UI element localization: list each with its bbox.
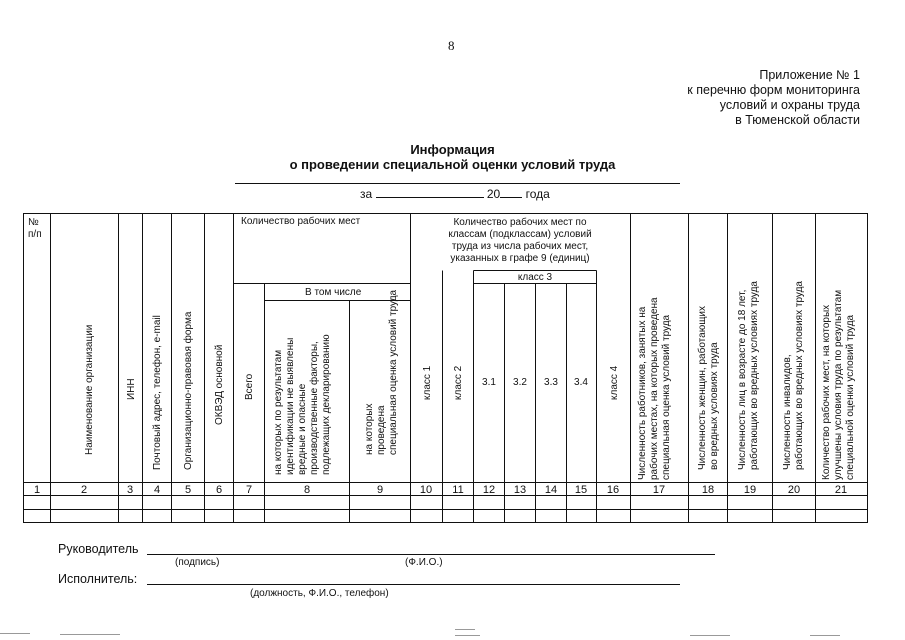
header-col18	[696, 306, 720, 470]
column-number: 2	[80, 484, 88, 496]
column-number: 13	[513, 484, 527, 496]
header-col20	[782, 281, 805, 470]
scan-artifact	[455, 635, 480, 636]
head-signature-line[interactable]	[147, 554, 715, 555]
header-including: В том числе	[305, 287, 362, 298]
header-col17-line: специальная оценка условий труда	[661, 314, 672, 480]
column-number: 19	[743, 484, 757, 496]
header-col8-line: идентификации не выявлены	[285, 337, 296, 475]
period-suffix: года	[525, 187, 550, 201]
header-col19	[737, 281, 760, 470]
column-numbers-row	[34, 484, 847, 496]
page-number: 8	[448, 38, 455, 53]
header-col17	[636, 297, 672, 480]
header-class1: класс 1	[422, 365, 433, 400]
header-col8-line: вредные и опасные	[297, 383, 308, 475]
header-classes-line: классам (подклассам) условий	[448, 229, 592, 240]
header-class3: класс 3	[517, 272, 553, 283]
title-line-2: о проведении специальной оценки условий труда	[289, 157, 616, 172]
header-col19-line: работающих во вредных условиях труда	[749, 281, 760, 470]
column-number: 5	[184, 484, 192, 496]
header-col9-line: специальная оценка условий труда	[388, 289, 399, 455]
header-col21-line: Количество рабочих мест, на которых	[821, 304, 832, 480]
header-col21	[820, 290, 856, 480]
header-classes-line: Количество рабочих мест по	[453, 217, 587, 228]
header-classes-group	[448, 216, 591, 264]
header-col21-line: улучшены условия труда по результатам	[833, 289, 844, 480]
column-number: 1	[33, 484, 41, 496]
header-total: Всего	[244, 373, 255, 400]
header-class4: класс 4	[609, 365, 620, 400]
column-number: 12	[482, 484, 496, 496]
scan-artifact	[60, 634, 120, 635]
scan-artifact	[690, 635, 730, 636]
table-row[interactable]	[24, 496, 867, 509]
header-class2: класс 2	[453, 365, 464, 400]
head-label: Руководитель	[58, 542, 139, 556]
header-classes-line: труда из числа рабочих мест,	[451, 241, 589, 252]
table-row[interactable]	[24, 510, 867, 522]
header-legal-form: Организационно-правовая форма	[183, 311, 194, 470]
header-class3-3: 3.3	[544, 377, 558, 388]
header-col18-line: Численность женщин, работающих	[697, 305, 708, 470]
fio-hint: (Ф.И.О.)	[405, 557, 443, 568]
column-number: 20	[787, 484, 801, 496]
column-number: 21	[834, 484, 848, 496]
column-number: 11	[452, 484, 464, 496]
column-number: 8	[303, 484, 311, 496]
executor-line[interactable]	[147, 584, 680, 585]
header-number-line2: п/п	[28, 229, 42, 240]
header-col8-line: подлежащих декларированию	[321, 334, 332, 475]
signature-hint: (подпись)	[175, 557, 220, 568]
column-number: 6	[215, 484, 223, 496]
column-number: 16	[606, 484, 620, 496]
column-number: 9	[376, 484, 384, 496]
header-col21-line: специальной оценки условий труда	[845, 314, 856, 480]
appendix-line: условий и охраны труда	[719, 98, 860, 112]
column-number: 18	[701, 484, 715, 496]
header-classes-line: указанных в графе 9 (единиц)	[450, 253, 590, 264]
header-address: Почтовый адрес, телефон, e-mail	[152, 315, 163, 470]
scan-artifact	[455, 629, 475, 630]
header-col20-line: Численность инвалидов,	[782, 354, 793, 470]
header-col8	[273, 334, 332, 475]
executor-label: Исполнитель:	[58, 572, 138, 586]
header-col19-line: Численность лиц в возрасте до 18 лет,	[737, 289, 748, 470]
header-col17-line: рабочих местах, на которых проведена	[649, 297, 660, 480]
column-number: 4	[153, 484, 161, 496]
column-number: 10	[419, 484, 433, 496]
header-col20-line: работающих во вредных условиях труда	[794, 281, 805, 470]
column-number: 17	[652, 484, 666, 496]
header-col9-line: проведена	[376, 405, 387, 455]
header-class3-4: 3.4	[574, 377, 588, 388]
header-okved: ОКВЭД основной	[214, 344, 225, 425]
header-org-name: Наименование организации	[84, 324, 95, 455]
header-inn: ИНН	[126, 378, 137, 400]
header-col18-line: во вредных условиях труда	[709, 342, 720, 470]
header-col9-line: на которых	[364, 403, 375, 455]
header-workplaces-group: Количество рабочих мест	[241, 216, 361, 227]
appendix-line: к перечню форм мониторинга	[687, 83, 860, 97]
title-line-1: Информация	[410, 142, 495, 157]
column-number: 7	[245, 484, 253, 496]
period-prefix: за	[360, 187, 373, 201]
appendix-line: в Тюменской области	[735, 113, 860, 127]
header-col8-line: на которых по результатам	[273, 349, 284, 475]
column-number: 14	[544, 484, 558, 496]
appendix-line: Приложение № 1	[759, 68, 860, 82]
header-col17-line: Численность работников, занятых на	[637, 306, 648, 480]
column-number: 3	[126, 484, 134, 496]
header-col8-line: производственные факторы,	[309, 341, 320, 475]
scan-artifact	[810, 635, 840, 636]
scan-artifact	[0, 633, 30, 634]
period-year: 20	[486, 187, 501, 201]
executor-hint: (должность, Ф.И.О., телефон)	[250, 588, 389, 599]
header-class3-2: 3.2	[513, 377, 527, 388]
header-class3-1: 3.1	[482, 377, 496, 388]
column-number: 15	[574, 484, 588, 496]
header-number-line1: №	[28, 217, 39, 228]
header-col9	[364, 289, 399, 455]
